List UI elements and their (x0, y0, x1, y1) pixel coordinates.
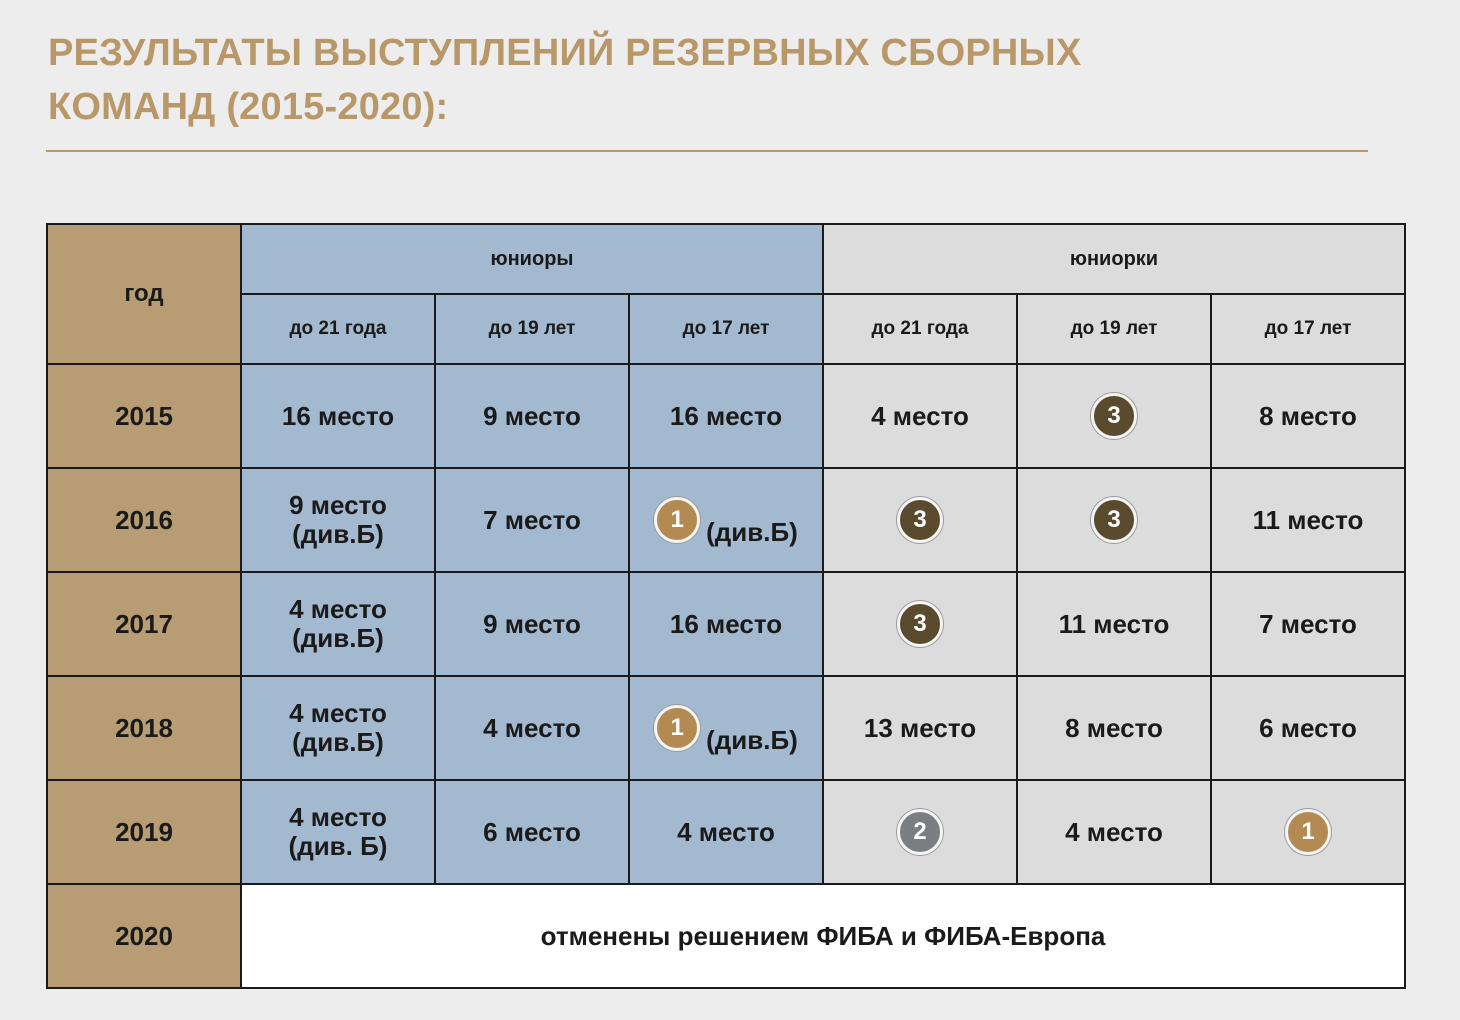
table-row (47, 468, 1405, 572)
result-cell (629, 468, 823, 572)
result-cell (629, 572, 823, 676)
year-cell: 2017 (47, 572, 241, 676)
medal-result (1091, 393, 1137, 439)
place-text: 9 место (483, 400, 581, 431)
medal-icon: 3 (897, 497, 943, 543)
result-cell (823, 468, 1017, 572)
result-cell (823, 364, 1017, 468)
title-line-1: РЕЗУЛЬТАТЫ ВЫСТУПЛЕНИЙ РЕЗЕРВНЫХ СБОРНЫХ (48, 32, 1082, 74)
medal-result (897, 497, 943, 543)
result-cell (1017, 572, 1211, 676)
result-cell (1211, 780, 1405, 884)
medal-icon: 2 (897, 809, 943, 855)
place-text: 4 место (483, 712, 581, 743)
medal-result (654, 705, 798, 755)
place-text: 11 место (1058, 608, 1170, 639)
place-text: 16 место (281, 400, 395, 431)
result-cell (629, 780, 823, 884)
table-row (47, 364, 1405, 468)
result-cell (435, 364, 629, 468)
page-title (48, 26, 1081, 134)
group-header-junior-women: юниорки (823, 224, 1405, 294)
age-header: до 19 лет (1017, 294, 1211, 364)
table-row (47, 572, 1405, 676)
result-cell (1211, 468, 1405, 572)
place-text: 9 место (289, 490, 387, 520)
result-cell (435, 780, 629, 884)
results-table (46, 223, 1406, 989)
age-header: до 17 лет (629, 294, 823, 364)
place-text: 16 место (669, 400, 783, 431)
division-label: (див.Б) (706, 516, 798, 547)
result-cell (1211, 676, 1405, 780)
group-header-juniors: юниоры (241, 224, 823, 294)
medal-icon: 3 (1091, 497, 1137, 543)
result-cell (823, 676, 1017, 780)
result-cell (435, 676, 629, 780)
division-label: (див.Б) (292, 519, 384, 549)
age-header: до 21 года (241, 294, 435, 364)
result-cell (823, 572, 1017, 676)
year-cell: 2019 (47, 780, 241, 884)
place-text: 4 место (289, 698, 387, 728)
header-row-ages (47, 294, 1405, 364)
title-line-2: КОМАНД (2015-2020): (48, 86, 449, 128)
table-row-2020 (47, 884, 1405, 988)
result-cell (629, 364, 823, 468)
medal-icon: 1 (654, 497, 700, 543)
place-text: 4 место (677, 816, 775, 847)
result-cell (241, 676, 435, 780)
place-text: 7 место (1259, 608, 1357, 639)
division-label: (див. Б) (288, 831, 388, 861)
age-header: до 17 лет (1211, 294, 1405, 364)
medal-icon: 1 (1285, 809, 1331, 855)
result-cell (823, 780, 1017, 884)
place-text: 4 место (871, 400, 969, 431)
result-cell (1017, 780, 1211, 884)
year-cell: 2020 (47, 884, 241, 988)
result-cell (241, 780, 435, 884)
year-column-header: год (47, 224, 241, 364)
medal-result (897, 601, 943, 647)
place-text: 16 место (669, 608, 783, 639)
cancelled-note: отменены решением ФИБА и ФИБА-Европа (241, 884, 1405, 988)
medal-icon: 3 (1091, 393, 1137, 439)
division-label: (див.Б) (706, 724, 798, 755)
result-cell (435, 572, 629, 676)
result-cell (1017, 468, 1211, 572)
table-row (47, 780, 1405, 884)
division-label: (див.Б) (292, 623, 384, 653)
place-text: 9 место (483, 608, 581, 639)
place-text: 8 место (1065, 712, 1163, 743)
year-cell: 2016 (47, 468, 241, 572)
result-cell (1017, 676, 1211, 780)
header-row-groups (47, 224, 1405, 294)
age-header: до 21 года (823, 294, 1017, 364)
result-cell (241, 468, 435, 572)
place-text: 6 место (483, 816, 581, 847)
place-text: 8 место (1259, 400, 1357, 431)
medal-result (1091, 497, 1137, 543)
title-divider (46, 150, 1368, 152)
medal-result (654, 497, 798, 547)
division-label: (див.Б) (292, 727, 384, 757)
place-text: 4 место (289, 594, 387, 624)
results-body (47, 364, 1405, 988)
result-cell (241, 364, 435, 468)
medal-icon: 3 (897, 601, 943, 647)
year-cell: 2015 (47, 364, 241, 468)
result-cell (1211, 572, 1405, 676)
place-text: 13 место (863, 712, 977, 743)
medal-result (1285, 809, 1331, 855)
medal-icon: 1 (654, 705, 700, 751)
year-cell: 2018 (47, 676, 241, 780)
table-row (47, 676, 1405, 780)
result-cell (1017, 364, 1211, 468)
place-text: 11 место (1252, 504, 1364, 535)
place-text: 4 место (1065, 816, 1163, 847)
place-text: 4 место (289, 802, 387, 832)
result-cell (435, 468, 629, 572)
age-header: до 19 лет (435, 294, 629, 364)
result-cell (629, 676, 823, 780)
medal-result (897, 809, 943, 855)
result-cell (1211, 364, 1405, 468)
place-text: 7 место (483, 504, 581, 535)
place-text: 6 место (1259, 712, 1357, 743)
result-cell (241, 572, 435, 676)
